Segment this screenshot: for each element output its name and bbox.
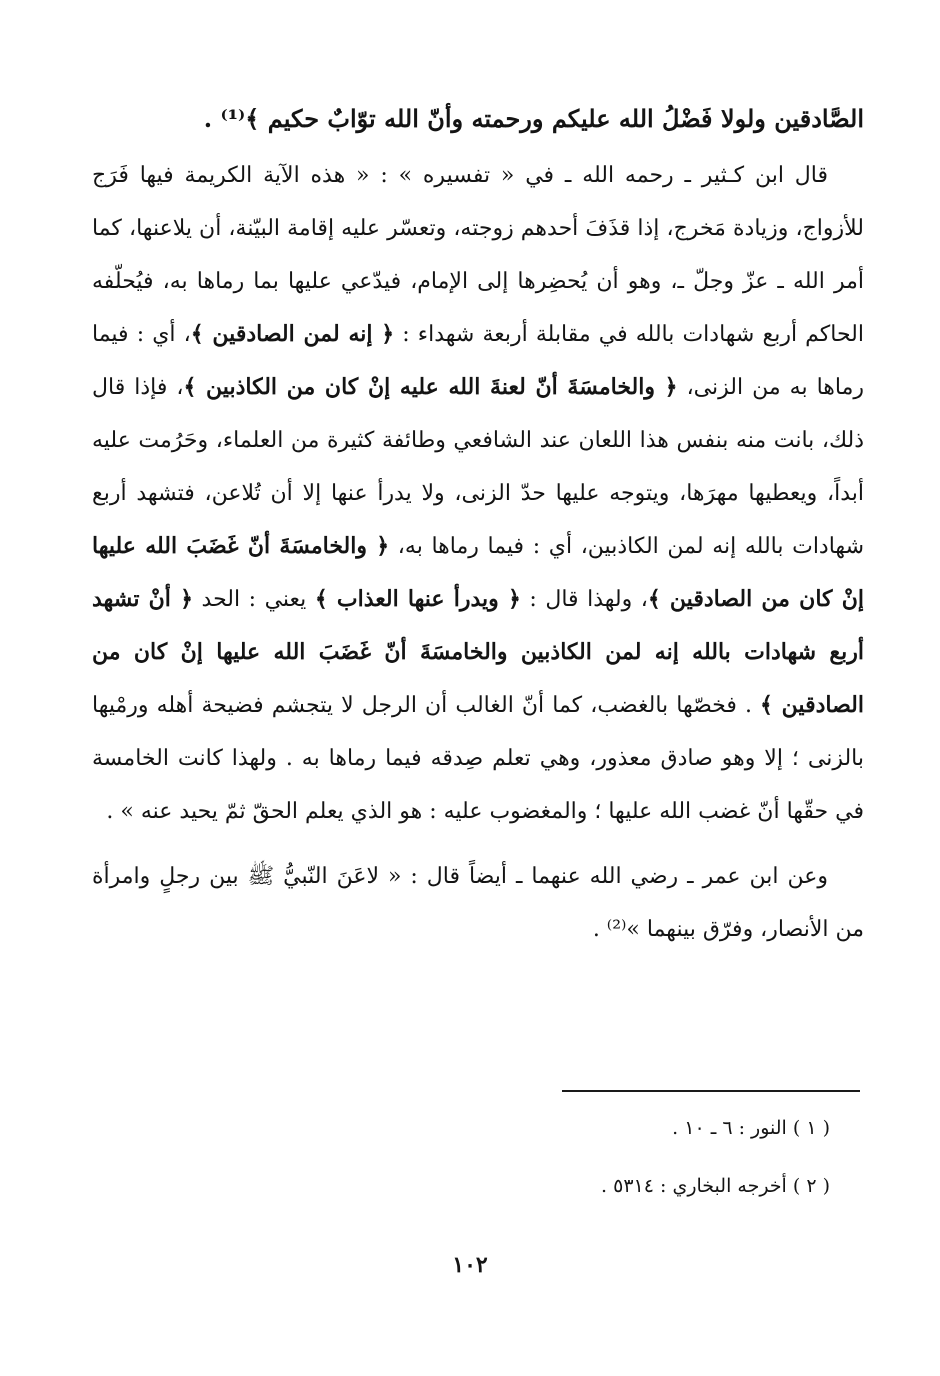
footnote-separator (562, 1090, 860, 1092)
quran-quote-4: ﴿ ويدرأ عنها العذاب ﴾ (314, 586, 521, 612)
segment-6: . فخصّها بالغضب، كما أنّ الغالب أن الرجل لا يتجشم فضيحة أهله ورمْيها بالزنى ؛ إلا وهو صادق معذور، وهي تعلم صِدقه فيما رماها به . ولهذا كانت الخامسة في حقّها أنّ غضب الله عليها ؛ والمغضوب عليه : هو الذي يعلم الحقّ ثمّ يحيد عنه » . (92, 693, 864, 824)
quran-quote-5: ﴿ أنْ تشهد أربع شهادات بالله إنه لمن الكاذبين والخامسَةَ أنّ غَضَبَ الله عليها إنْ كان من الصادقين ﴾ (92, 586, 864, 718)
quran-quote-3: ﴿ والخامسَةَ أنّ غَضَبَ الله عليها إنْ كان من الصادقين ﴾ (92, 533, 864, 612)
segment-2: ، أي : فيما رماها به من الزنى، (92, 322, 865, 400)
verse-continuation: الصَّادقين ولولا فَضْلُ الله عليكم ورحمته وأنّ الله توّابٌ حكيم ﴾⁽¹⁾ . (203, 104, 864, 133)
segment-5: يعني : الحد (193, 587, 315, 612)
quran-quote-2: ﴿ والخامسَةَ أنّ لعنةَ الله عليه إنْ كان من الكاذبين ﴾ (183, 374, 678, 400)
footnote-1: ( ١ ) النور : ٦ ـ ١٠ . (672, 1117, 830, 1139)
segment-3: ، فإذا قال ذلك، بانت منه بنفس هذا اللعان عند الشافعي وطائفة كثيرة من العلماء، وحَرُمت عليه أبداً، ويعطيها مهرَها، ويتوجه عليها حدّ الزنى، ولا يدرأ عنها إلا أن تُلاعن، فتشهد أربع شهادات بالله إنه لمن الكاذبين، أي : فيما رماها به، (92, 375, 865, 559)
segment-4: ، ولهذا قال : (520, 587, 648, 612)
quran-quote-1: ﴿ إنه لمن الصادقين ﴾ (190, 321, 395, 347)
page-number: ١٠٢ (452, 1252, 488, 1278)
footnote-2: ( ٢ ) أخرجه البخاري : ٥٣١٤ . (601, 1175, 830, 1197)
main-text (92, 92, 864, 956)
footnotes (380, 1112, 830, 1228)
segment-1: قال ابن كـثير ـ رحمه الله ـ في « تفسيره » : « هذه الآية الكريمة فيها فَرَج للأزواج، وزيادة مَخرج، إذا قذَفَ أحدهم زوجته، وتعسّر عليه إقامة البيّنة، أن يلاعنها، كما أمر الله ـ عزّ وجلّ ـ، وهو أن يُحضِرها إلى الإمام، فيدّعي عليها بما رماها به، فيُحلّفه الحاكم أربع شهادات بالله في مقابلة أربعة شهداء : (92, 163, 864, 347)
hadith-paragraph: وعن ابن عمر ـ رضي الله عنهما ـ أيضاً قال : « لاعَنَ النّبيُّ ﷺ بين رجلٍ وامرأة من الأنصار، وفرّق بينهما »⁽²⁾ . (92, 864, 864, 942)
tafsir-paragraph (92, 149, 864, 838)
